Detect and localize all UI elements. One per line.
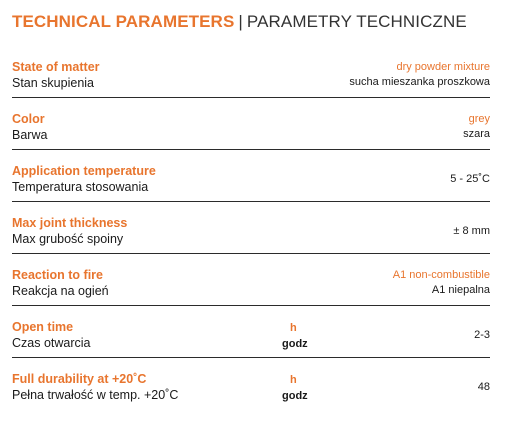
param-row-full-durability: [12, 358, 490, 410]
label-polish: Reakcja na ogień: [12, 284, 109, 298]
label-polish: Temperatura stosowania: [12, 180, 149, 194]
label-english: Application temperature: [12, 164, 156, 178]
unit-polish: godz: [282, 338, 308, 350]
unit-polish: godz: [282, 390, 308, 402]
label-english: Full durability at +20˚C: [12, 372, 147, 386]
param-row-color: [12, 98, 490, 150]
label-english: Max joint thickness: [12, 216, 128, 230]
value-english: dry powder mixture: [396, 61, 490, 73]
label-polish: Stan skupienia: [12, 76, 95, 90]
value: ± 8 mm: [453, 225, 490, 237]
title-english: TECHNICAL PARAMETERS: [12, 12, 235, 31]
value-english: grey: [468, 113, 490, 125]
param-row-reaction-to-fire: [12, 254, 490, 306]
unit-english: h: [290, 322, 297, 334]
value-polish: A1 niepalna: [431, 284, 490, 296]
page-title: [12, 12, 467, 32]
value: 48: [477, 381, 490, 393]
value-polish: szara: [463, 128, 490, 140]
parameters-table: [12, 46, 490, 410]
param-row-max-joint-thickness: [12, 202, 490, 254]
label-polish: Pełna trwałość w temp. +20˚C: [12, 388, 179, 402]
value-english: A1 non-combustible: [392, 269, 490, 281]
label-polish: Max grubość spoiny: [12, 232, 124, 246]
label-english: State of matter: [12, 60, 100, 74]
value: 2-3: [474, 329, 490, 341]
label-polish: Czas otwarcia: [12, 336, 91, 350]
param-row-open-time: [12, 306, 490, 358]
unit-english: h: [290, 374, 297, 386]
param-row-application-temperature: [12, 150, 490, 202]
label-english: Color: [12, 112, 45, 126]
value-polish: sucha mieszanka proszkowa: [349, 76, 490, 88]
title-polish: PARAMETRY TECHNICZNE: [246, 12, 467, 31]
label-english: Open time: [12, 320, 74, 334]
param-row-state-of-matter: [12, 46, 490, 98]
title-separator: |: [238, 12, 243, 31]
label-english: Reaction to fire: [12, 268, 103, 282]
label-polish: Barwa: [12, 128, 48, 142]
value: 5 - 25˚C: [450, 173, 490, 185]
